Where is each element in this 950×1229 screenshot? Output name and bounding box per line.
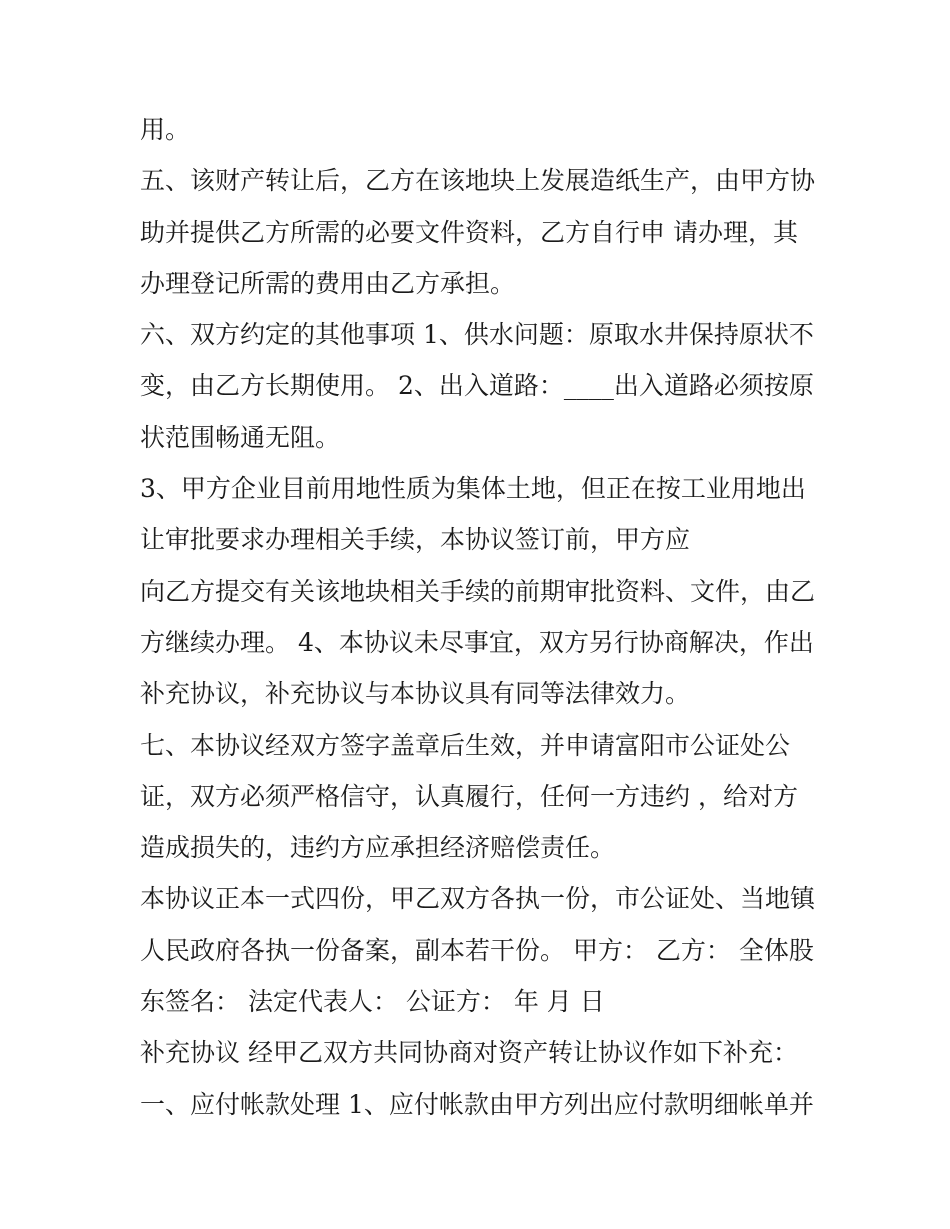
text-line: 东签名： 法定代表人： 公证方： 年 月 日 [140,987,605,1017]
text-line: 七、本协议经双方签字盖章后生效，并申请富阳市公证处公 [140,730,791,760]
text-line: 方继续办理。 4、本协议未尽事宜，双方另行协商解决，作出 [140,627,814,657]
text-line: 本协议正本一式四份，甲乙双方各执一份，市公证处、当地镇 [140,884,816,914]
text-line: 人民政府各执一份备案，副本若干份。 甲方： 乙方： 全体股 [140,935,814,965]
text-line: 五、该财产转让后，乙方在该地块上发展造纸生产，由甲方协 [140,166,816,196]
text-line: 补充协议，补充协议与本协议具有同等法律效力。 [140,679,691,709]
text-line: 办理登记所需的费用由乙方承担。 [140,268,516,298]
text-line: 状范围畅通无阻。 [140,422,341,452]
text-line: 向乙方提交有关该地块相关手续的前期审批资料、文件，由乙 [140,576,816,606]
text-line: 用。 [140,115,191,144]
text-line: 六、双方约定的其他事项 1、供水问题：原取水井保持原状不 [140,320,814,350]
text-line: 让审批要求办理相关手续，本协议签订前，甲方应 [140,525,691,555]
text-line: 一、应付帐款处理 1、应付帐款由甲方列出应付款明细帐单并 [140,1089,814,1119]
text-line: 补充协议 经甲乙双方共同协商对资产转让协议作如下补充： [140,1038,798,1068]
text-line: 证，双方必须严格信守，认真履行，任何一方违约 ，给对方 [140,781,798,811]
text-line: 助并提供乙方所需的必要文件资料，乙方自行申 请办理，其 [140,217,798,247]
text-line: 3、甲方企业目前用地性质为集体土地，但正在按工业用地出 [140,474,806,504]
text-line: 造成损失的，违约方应承担经济赔偿责任。 [140,833,616,863]
document-body [140,104,830,1130]
text-line: 变，由乙方长期使用。 2、出入道路：____出入道路必须按原 [140,371,814,401]
